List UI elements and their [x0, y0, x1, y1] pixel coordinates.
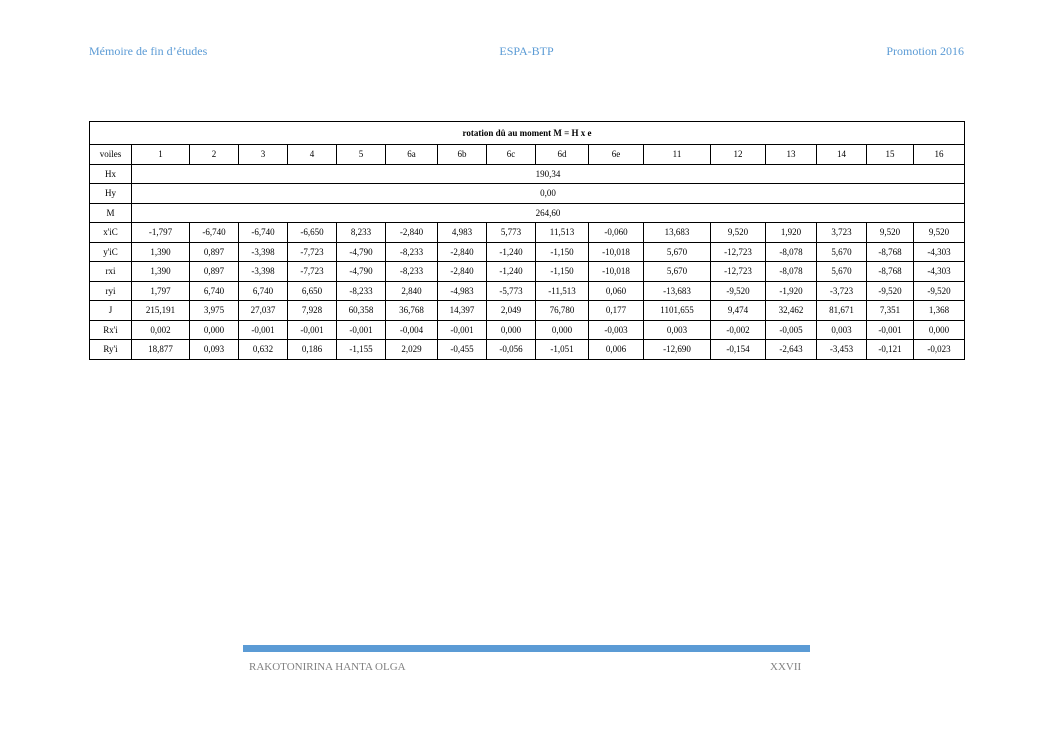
table-cell: 0,060	[589, 281, 644, 301]
table-row	[90, 281, 965, 301]
table-cell: -0,154	[711, 340, 766, 360]
row-label: J	[90, 301, 132, 321]
header-cell: 6b	[438, 145, 487, 165]
table-cell: 5,773	[487, 223, 536, 243]
row-label: y'iC	[90, 242, 132, 262]
table-cell: -1,240	[487, 262, 536, 282]
table-cell: 0,093	[190, 340, 239, 360]
table-cell: -0,121	[867, 340, 914, 360]
table-cell: 0,000	[487, 320, 536, 340]
table-cell: 7,928	[288, 301, 337, 321]
table-cell: 81,671	[817, 301, 867, 321]
table-cell: 32,462	[766, 301, 817, 321]
table-row	[90, 164, 965, 184]
table-cell: -0,001	[239, 320, 288, 340]
table-cell: -1,240	[487, 242, 536, 262]
table-cell: -7,723	[288, 262, 337, 282]
table-title: rotation dû au moment M = H x e	[90, 122, 965, 145]
table-cell: 0,002	[132, 320, 190, 340]
table-cell: -1,150	[536, 262, 589, 282]
table-cell: 0,186	[288, 340, 337, 360]
table-title-row	[90, 122, 965, 145]
table-cell: 2,840	[386, 281, 438, 301]
table-cell: -8,233	[386, 242, 438, 262]
footer-author: RAKOTONIRINA HANTA OLGA	[249, 661, 406, 673]
table-cell: -10,018	[589, 242, 644, 262]
table-cell: -1,150	[536, 242, 589, 262]
table-cell: -12,723	[711, 262, 766, 282]
row-label: rxi	[90, 262, 132, 282]
table-cell: 2,029	[386, 340, 438, 360]
table-cell: 5,670	[644, 262, 711, 282]
table-cell: 0,897	[190, 242, 239, 262]
table-row	[90, 242, 965, 262]
table-row	[90, 184, 965, 204]
table-cell: -12,723	[711, 242, 766, 262]
table-row	[90, 203, 965, 223]
table-cell: 5,670	[817, 242, 867, 262]
table-cell: 6,740	[239, 281, 288, 301]
table-cell: 6,740	[190, 281, 239, 301]
table-row	[90, 320, 965, 340]
header-left-text: Mémoire de fin d’études	[89, 44, 208, 58]
table-cell: 60,358	[337, 301, 386, 321]
table-cell: -0,005	[766, 320, 817, 340]
table-cell: -8,768	[867, 262, 914, 282]
table-cell: -0,060	[589, 223, 644, 243]
table-cell: -3,723	[817, 281, 867, 301]
table-cell: 18,877	[132, 340, 190, 360]
header-cell: 15	[867, 145, 914, 165]
table-cell: -3,398	[239, 242, 288, 262]
header-cell: 13	[766, 145, 817, 165]
rotation-table	[89, 121, 965, 360]
table-cell: -6,650	[288, 223, 337, 243]
table-cell: -0,002	[711, 320, 766, 340]
table-cell: 1,390	[132, 262, 190, 282]
table-cell: -9,520	[867, 281, 914, 301]
table-cell: 1,797	[132, 281, 190, 301]
table-cell: 27,037	[239, 301, 288, 321]
merged-value-cell: 0,00	[132, 184, 965, 204]
table-cell: 0,000	[914, 320, 965, 340]
table-cell: -1,051	[536, 340, 589, 360]
table-cell: 0,003	[644, 320, 711, 340]
table-cell: -0,001	[337, 320, 386, 340]
row-label: Hy	[90, 184, 132, 204]
table-cell: 4,983	[438, 223, 487, 243]
header-cell: 16	[914, 145, 965, 165]
table-cell: -0,004	[386, 320, 438, 340]
table-cell: -3,398	[239, 262, 288, 282]
table-cell: -8,078	[766, 262, 817, 282]
table-cell: 1,920	[766, 223, 817, 243]
table-cell: 9,520	[867, 223, 914, 243]
table-cell: -1,155	[337, 340, 386, 360]
table-cell: -8,233	[386, 262, 438, 282]
table-cell: -6,740	[239, 223, 288, 243]
table-cell: -11,513	[536, 281, 589, 301]
table-cell: -9,520	[914, 281, 965, 301]
table-cell: -8,078	[766, 242, 817, 262]
row-label: Rx'i	[90, 320, 132, 340]
header-cell: 6c	[487, 145, 536, 165]
header-cell-voiles: voiles	[90, 145, 132, 165]
table-cell: -0,001	[288, 320, 337, 340]
table-cell: 0,000	[190, 320, 239, 340]
table-cell: -13,683	[644, 281, 711, 301]
table-cell: -0,023	[914, 340, 965, 360]
table-cell: 5,670	[817, 262, 867, 282]
table-cell: -0,003	[589, 320, 644, 340]
table-cell: -9,520	[711, 281, 766, 301]
merged-value-cell: 190,34	[132, 164, 965, 184]
table-row	[90, 340, 965, 360]
table-body	[90, 122, 965, 360]
header-cell: 6d	[536, 145, 589, 165]
table-cell: 13,683	[644, 223, 711, 243]
table-cell: -7,723	[288, 242, 337, 262]
table-cell: -5,773	[487, 281, 536, 301]
header-cell: 14	[817, 145, 867, 165]
table-cell: 0,897	[190, 262, 239, 282]
table-cell: 1,390	[132, 242, 190, 262]
table-cell: 1101,655	[644, 301, 711, 321]
table-cell: -8,768	[867, 242, 914, 262]
table-cell: -1,920	[766, 281, 817, 301]
table-cell: 0,000	[536, 320, 589, 340]
table-cell: -2,643	[766, 340, 817, 360]
table-row	[90, 301, 965, 321]
table-cell: 0,006	[589, 340, 644, 360]
row-label: ryi	[90, 281, 132, 301]
table-cell: -4,983	[438, 281, 487, 301]
header-cell: 12	[711, 145, 766, 165]
header-right-text: Promotion 2016	[886, 44, 964, 58]
table-row	[90, 262, 965, 282]
table-cell: 14,397	[438, 301, 487, 321]
table-cell: 9,474	[711, 301, 766, 321]
header-cell: 11	[644, 145, 711, 165]
table-cell: 7,351	[867, 301, 914, 321]
footer-bar	[243, 645, 810, 652]
table-cell: 6,650	[288, 281, 337, 301]
table-cell: 215,191	[132, 301, 190, 321]
table-cell: 76,780	[536, 301, 589, 321]
table-cell: 3,723	[817, 223, 867, 243]
header-cell: 6a	[386, 145, 438, 165]
table-cell: 0,632	[239, 340, 288, 360]
table-cell: -4,790	[337, 242, 386, 262]
table-cell: 36,768	[386, 301, 438, 321]
table-cell: -0,455	[438, 340, 487, 360]
table-cell: -4,303	[914, 262, 965, 282]
table-header-row	[90, 145, 965, 165]
table-cell: 9,520	[914, 223, 965, 243]
header-cell: 3	[239, 145, 288, 165]
table-cell: -2,840	[386, 223, 438, 243]
row-label: Ry'i	[90, 340, 132, 360]
table-cell: -6,740	[190, 223, 239, 243]
table-cell: -0,001	[438, 320, 487, 340]
table-cell: -0,056	[487, 340, 536, 360]
table-cell: -2,840	[438, 242, 487, 262]
table-cell: -0,001	[867, 320, 914, 340]
table-cell: 3,975	[190, 301, 239, 321]
table-cell: 0,003	[817, 320, 867, 340]
table-cell: -12,690	[644, 340, 711, 360]
header-cell: 1	[132, 145, 190, 165]
table-row	[90, 223, 965, 243]
header-center-text: ESPA-BTP	[499, 44, 554, 58]
merged-value-cell: 264,60	[132, 203, 965, 223]
table-cell: -8,233	[337, 281, 386, 301]
header-cell: 4	[288, 145, 337, 165]
table-cell: 8,233	[337, 223, 386, 243]
header-cell: 2	[190, 145, 239, 165]
row-label: M	[90, 203, 132, 223]
table-cell: 1,368	[914, 301, 965, 321]
table-cell: 0,177	[589, 301, 644, 321]
table-cell: 2,049	[487, 301, 536, 321]
header-cell: 6e	[589, 145, 644, 165]
table-cell: -2,840	[438, 262, 487, 282]
table-cell: 9,520	[711, 223, 766, 243]
table-cell: -10,018	[589, 262, 644, 282]
row-label: x'iC	[90, 223, 132, 243]
header-cell: 5	[337, 145, 386, 165]
table-cell: 5,670	[644, 242, 711, 262]
row-label: Hx	[90, 164, 132, 184]
table-cell: -4,303	[914, 242, 965, 262]
table-cell: -1,797	[132, 223, 190, 243]
table-cell: -3,453	[817, 340, 867, 360]
table-cell: 11,513	[536, 223, 589, 243]
table-cell: -4,790	[337, 262, 386, 282]
footer-page-number: XXVII	[770, 661, 802, 673]
